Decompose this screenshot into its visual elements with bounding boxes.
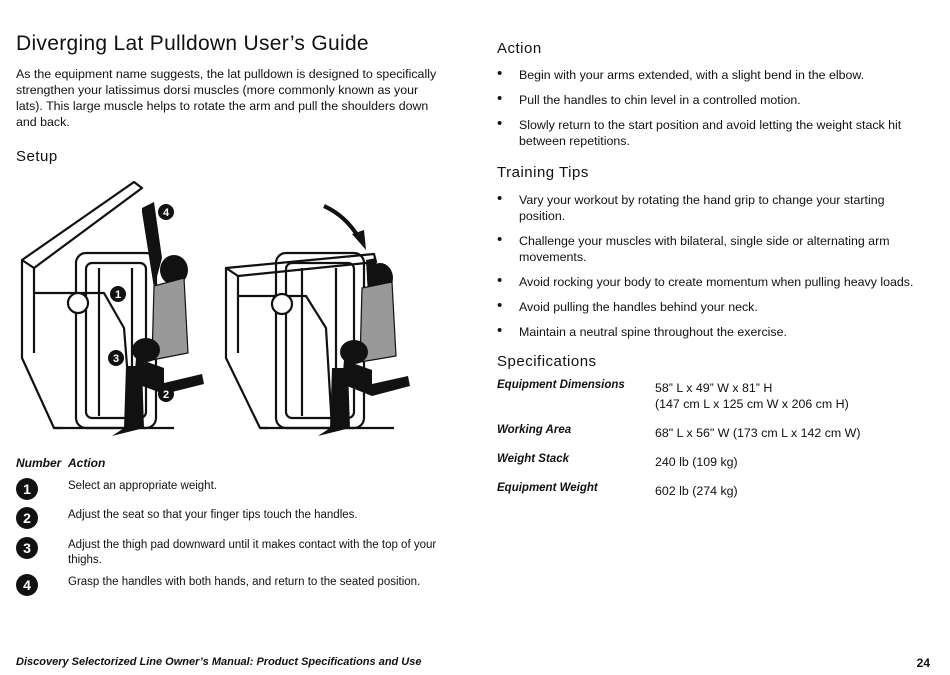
spec-value [655, 380, 849, 412]
spec-value: 240 lb (109 kg) [655, 455, 738, 469]
spec-label: Weight Stack [497, 453, 569, 465]
list-item: • Slowly return to the start position and avoid letting the weight stack hit between repetitions. [497, 117, 922, 149]
action-heading: Action [497, 40, 542, 57]
step-text: Adjust the seat so that your finger tips touch the handles. [68, 509, 358, 521]
person-start-position [112, 202, 204, 436]
callout-3: 3 [112, 353, 120, 365]
footer-text: Discovery Selectorized Line Owner’s Manual: Product Specifications and Use [16, 656, 422, 668]
step-text: Adjust the thigh pad downward until it makes contact with the top of your thighs. [68, 539, 437, 566]
step-number-badge: 1 [16, 478, 38, 500]
step-number-badge: 4 [16, 574, 38, 596]
list-item: • Maintain a neutral spine throughout the exercise. [497, 324, 922, 340]
action-list [497, 67, 922, 158]
column-number-label: Number [16, 456, 62, 470]
spec-value-line: 58” L x 49” W x 81” H [655, 381, 773, 395]
list-item: • Begin with your arms extended, with a slight bend in the elbow. [497, 67, 922, 83]
step-number-badge: 2 [16, 507, 38, 529]
spec-label: Working Area [497, 424, 572, 436]
list-item: • Challenge your muscles with bilateral, single side or alternating arm movements. [497, 233, 922, 265]
step-text: Grasp the handles with both hands, and return to the seated position. [68, 576, 421, 588]
spec-value-line: (147 cm L x 125 cm W x 206 cm H) [655, 397, 849, 411]
page-number: 24 [916, 656, 930, 670]
column-action-label: Action [68, 456, 106, 470]
intro-paragraph: As the equipment name suggests, the lat pulldown is designed to specifically strengthen your latissimus dorsi muscles (more commonly known as your lats). This large muscle helps to rotate the arm and pull the shoulders down and back. [16, 67, 437, 129]
spec-label: Equipment Weight [497, 482, 598, 494]
list-item: • Avoid pulling the handles behind your neck. [497, 299, 922, 315]
list-item: • Pull the handles to chin level in a controlled motion. [497, 92, 922, 108]
spec-label: Equipment Dimensions [497, 379, 625, 391]
list-item: • Vary your workout by rotating the hand grip to change your starting position. [497, 192, 922, 224]
setup-heading: Setup [16, 148, 58, 165]
training-tips-list [497, 192, 922, 349]
steps-table-header [16, 456, 106, 470]
training-tips-heading: Training Tips [497, 164, 589, 181]
page-title: Diverging Lat Pulldown User’s Guide [16, 32, 369, 55]
list-item: • Avoid rocking your body to create momentum when pulling heavy loads. [497, 274, 922, 290]
specifications-heading: Specifications [497, 353, 597, 370]
step-text: Select an appropriate weight. [68, 480, 217, 492]
step-number-badge: 3 [16, 537, 38, 559]
spec-value: 68" L x 56" W (173 cm L x 142 cm W) [655, 426, 861, 440]
callout-2: 2 [162, 389, 170, 401]
spec-value: 602 lb (274 kg) [655, 484, 738, 498]
callout-1: 1 [114, 289, 122, 301]
pull-down-arrow [324, 206, 359, 238]
lat-pulldown-illustration [14, 178, 434, 440]
callout-4: 4 [162, 207, 170, 219]
